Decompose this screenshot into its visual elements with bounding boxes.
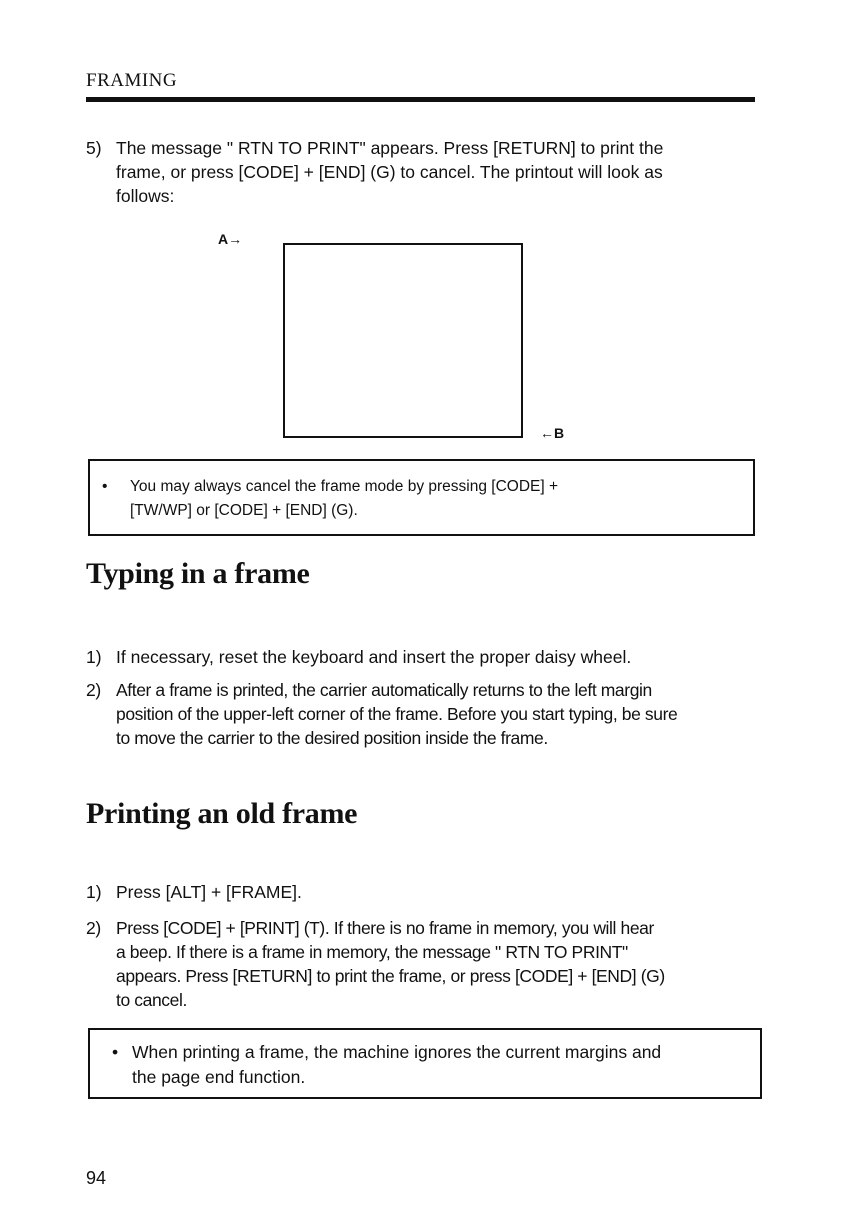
step-number: 5) <box>86 138 102 158</box>
bullet-icon: • <box>112 1042 119 1062</box>
bullet-icon: • <box>102 478 108 495</box>
step-line: follows: <box>116 186 175 206</box>
page-number: 94 <box>86 1168 107 1188</box>
step-number: 1) <box>86 882 102 902</box>
step-line: to cancel. <box>116 990 187 1010</box>
note-line: [TW/WP] or [CODE] + [END] (G). <box>130 502 358 519</box>
step-number: 1) <box>86 647 102 667</box>
step-text <box>116 916 665 1012</box>
section-heading: Typing in a frame <box>86 557 310 590</box>
note-line: When printing a frame, the machine ignores the current margins and <box>132 1042 662 1062</box>
step-line: If necessary, reset the keyboard and insert the proper daisy wheel. <box>116 647 632 667</box>
step-line: Press [CODE] + [PRINT] (T). If there is no frame in memory, you will hear <box>116 918 654 938</box>
list-item <box>86 645 776 669</box>
frame-corner-label-b: ←B <box>540 425 565 441</box>
step-number: 2) <box>86 680 101 700</box>
note-text <box>132 1040 661 1090</box>
step-line: After a frame is printed, the carrier automatically returns to the left margin <box>116 680 652 700</box>
section-heading: Printing an old frame <box>86 797 358 830</box>
step-line: Press [ALT] + [FRAME]. <box>116 882 302 902</box>
step-line: to move the carrier to the desired position inside the frame. <box>116 728 548 748</box>
step-line: appears. Press [RETURN] to print the frame, or press [CODE] + [END] (G) <box>116 966 665 986</box>
note-line: You may always cancel the frame mode by pressing [CODE] + <box>130 478 559 495</box>
step-line: a beep. If there is a frame in memory, the message " RTN TO PRINT" <box>116 942 628 962</box>
frame-diagram <box>283 243 523 438</box>
step-text <box>116 678 677 750</box>
step-text <box>116 880 302 904</box>
step-line: The message " RTN TO PRINT" appears. Press [RETURN] to print the <box>116 138 664 158</box>
header-rule <box>86 97 755 102</box>
list-item <box>86 678 776 750</box>
step-text <box>116 645 631 669</box>
note-text <box>130 475 558 523</box>
step-number: 2) <box>86 918 101 938</box>
frame-corner-label-a: A→ <box>218 231 243 247</box>
step-line: position of the upper-left corner of the frame. Before you start typing, be sure <box>116 704 678 724</box>
note-line: the page end function. <box>132 1067 306 1087</box>
intro-step <box>86 136 766 212</box>
list-item <box>86 916 776 1012</box>
running-header: FRAMING <box>86 70 178 91</box>
step-text <box>116 136 663 208</box>
step-line: frame, or press [CODE] + [END] (G) to cancel. The printout will look as <box>116 162 663 182</box>
note-box <box>88 1028 762 1099</box>
note-box <box>88 459 755 536</box>
list-item <box>86 880 776 904</box>
